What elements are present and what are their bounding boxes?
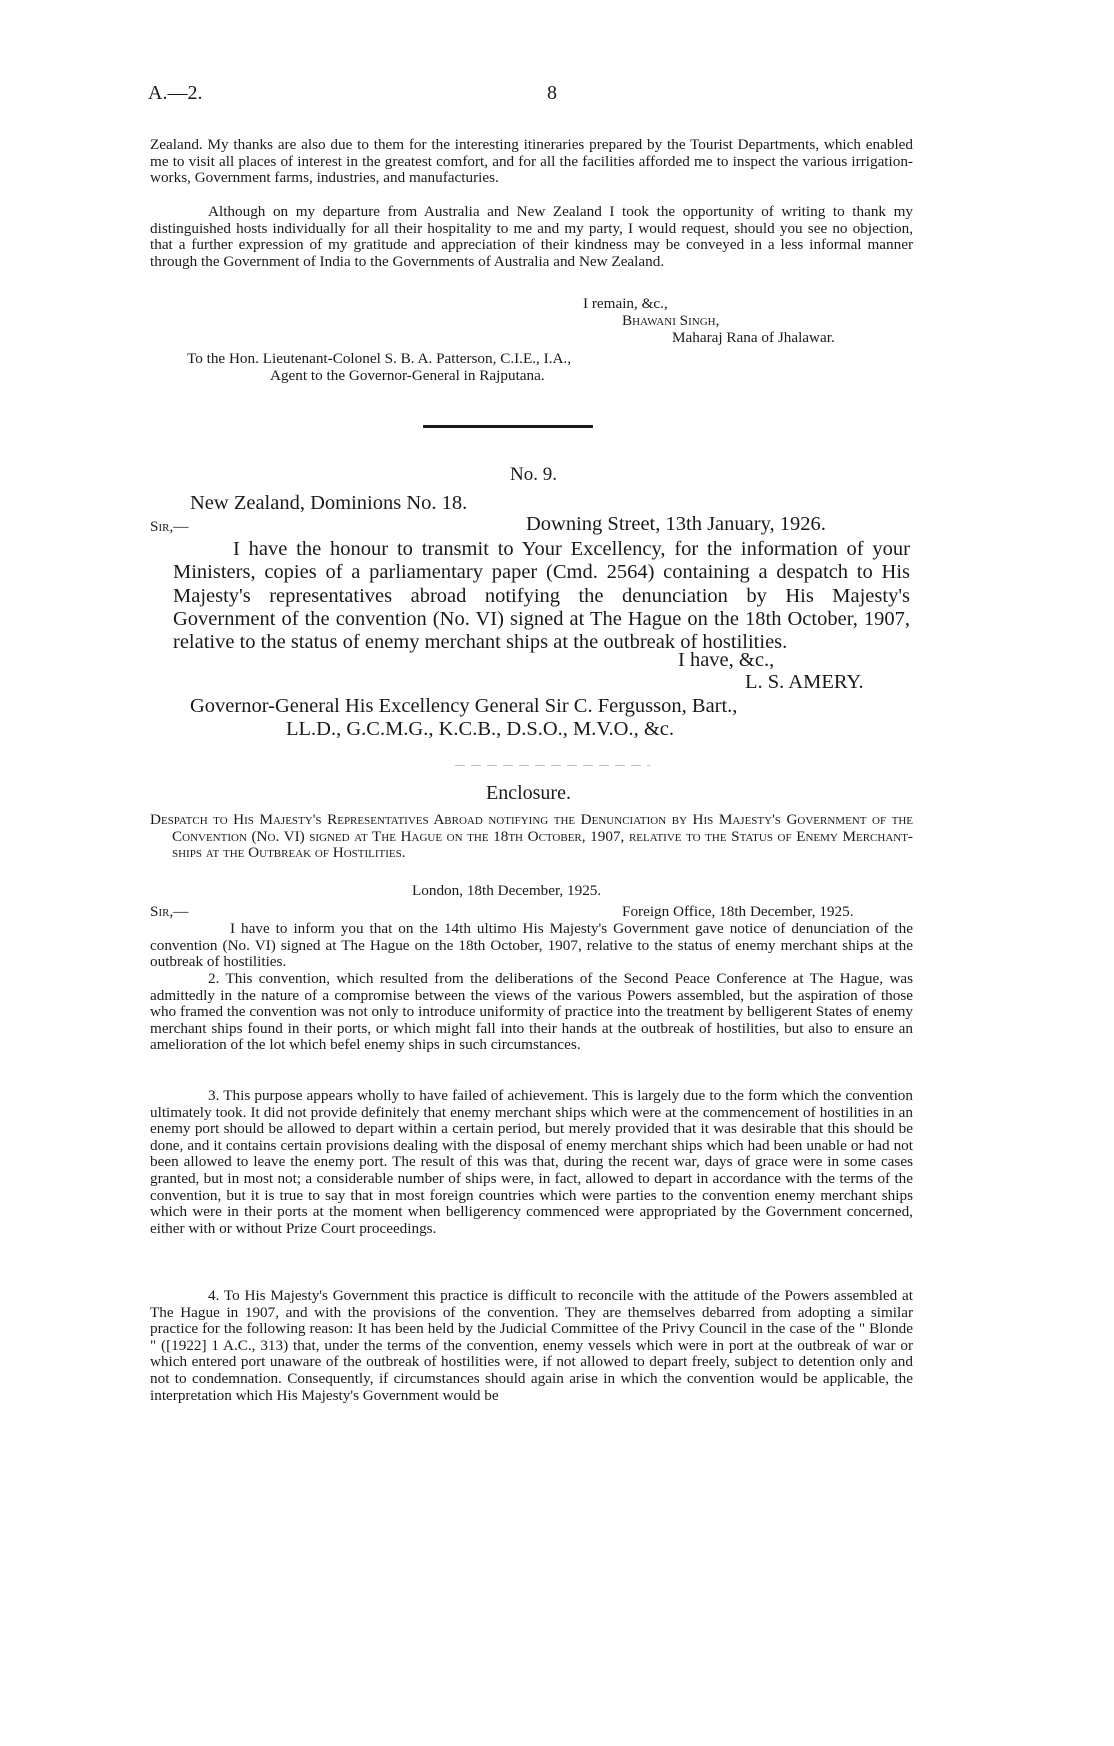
page-reference: A.—2. (148, 82, 203, 104)
letter9-body: I have the honour to transmit to Your Excellency, for the information of your Ministers, copies of a parliamentary paper (Cmd. 2564) containing a despatch to His Majesty's representatives abroad notifying the denunciation by His Majesty's Government of the convention (No. VI) signed at The Hague on the 18th October, 1907, relative to the status of enemy merchant ships at the outbreak of hostilities. (173, 538, 910, 654)
enclosure-paragraph-1: I have to inform you that on the 14th ultimo His Majesty's Government gave notice of denunciation of the convention (No. VI) signed at The Hague on the 18th October, 1907, relative to the status of enemy merchant ships at the outbreak of hostilities. (150, 920, 913, 971)
enclosure-title: Despatch to His Majesty's Representatives Abroad notifying the Denunciation by His Majesty's Government of the Convention (No. VI) signed at The Hague on the 18th October, 1907, relative to the Status of Enemy Merchant-ships at the Outbreak of Hostilities. (150, 811, 913, 862)
enclosure-paragraph-3: 3. This purpose appears wholly to have failed of achievement. This is largely due to the form which the convention ultimately took. It did not provide definitely that enemy merchant ships which were at the commencement of hostilities in an enemy port should be allowed to depart within a certain period, but merely provided that it was desirable that this should be done, and it contains certain provisions dealing with the disposal of enemy merchant ships which had been unable or had not been allowed to leave the enemy port. The result of this was that, during the recent war, days of grace were in some cases granted, but in most not; a considerable number of ships were, in fact, allowed to depart in accordance with the terms of the convention, but it is true to say that in most foreign countries which were parties to the convention enemy merchant ships which were in their ports at the moment when belligerency commenced were appropriated by the Government concerned, either with or without Prize Court proceedings. (150, 1087, 913, 1237)
letter8-addressee-line-2: Agent to the Governor-General in Rajputana. (270, 367, 545, 384)
section-divider (423, 425, 593, 428)
letter8-paragraph-1: Zealand. My thanks are also due to them for the interesting itineraries prepared by the Tourist Departments, which enabled me to visit all places of interest in the greatest comfort, and for all the facilities afforded me to inspect the various irrigation-works, Government farms, industries, and manufacturies. (150, 136, 913, 187)
letter9-salutation: Sir,— (150, 518, 189, 535)
letter8-closing: I remain, &c., (583, 295, 668, 312)
letter9-signature: L. S. AMERY. (745, 671, 864, 693)
letter9-addressee-line-2: LL.D., G.C.M.G., K.C.B., D.S.O., M.V.O., &c. (286, 718, 675, 740)
letter9-closing: I have, &c., (678, 649, 775, 671)
enclosure-paragraph-2: 2. This convention, which resulted from the deliberations of the Second Peace Conference at The Hague, was admittedly in the nature of a compromise between the views of the various Powers assembled, but the aspiration of those who framed the convention was not only to introduce uniformity of practice into the treatment by belligerent States of enemy merchant ships found in their ports, or which might fall into their hands at the outbreak of hostilities, but also to ensure an amelioration of the lot which befel enemy ships in such circumstances. (150, 970, 913, 1054)
letter8-signatory-title: Maharaj Rana of Jhalawar. (672, 329, 835, 346)
letter8-paragraph-2: Although on my departure from Australia and New Zealand I took the opportunity of writing to thank my distinguished hosts individually for all their hospitality to me and my party, I would request, should you see no objection, that a further expression of my gratitude and appreciation of their kindness may be conveyed in a less informal manner through the Government of India to the Governments of Australia and New Zealand. (150, 203, 913, 270)
enclosure-place-date: London, 18th December, 1925. (412, 882, 602, 899)
letter9-reference: New Zealand, Dominions No. 18. (190, 492, 468, 514)
letter9-addressee-line-1: Governor-General His Excellency General Sir C. Fergusson, Bart., (190, 695, 738, 717)
letter9-dateline: Downing Street, 13th January, 1926. (526, 513, 826, 535)
letter8-signature: Bhawani Singh, (622, 312, 720, 329)
enclosure-heading: Enclosure. (486, 782, 571, 804)
enclosure-salutation: Sir,— (150, 903, 189, 920)
letter8-addressee-line-1: To the Hon. Lieutenant-Colonel S. B. A. Patterson, C.I.E., I.A., (187, 350, 572, 367)
enclosure-dateline: Foreign Office, 18th December, 1925. (622, 903, 854, 920)
enclosure-paragraph-4: 4. To His Majesty's Government this practice is difficult to reconcile with the attitude of the Powers assembled at The Hague in 1907, and with the provisions of the convention. They are themselves debarred from adopting a similar practice for the following reason: It has been held by the Judicial Committee of the Privy Council in the case of the " Blonde " ([1922] 1 A.C., 313) that, under the terms of the convention, enemy vessels which were in port at the outbreak of war or which entered port unaware of the outbreak of hostilities were, if not allowed to depart freely, subject to detention only and not to condemnation. Consequently, if circumstances should again arise in which the convention would be applicable, the interpretation which His Majesty's Government would be (150, 1287, 913, 1404)
letter9-number: No. 9. (510, 464, 557, 485)
enclosure-divider (455, 765, 650, 766)
page-number: 8 (547, 82, 557, 104)
